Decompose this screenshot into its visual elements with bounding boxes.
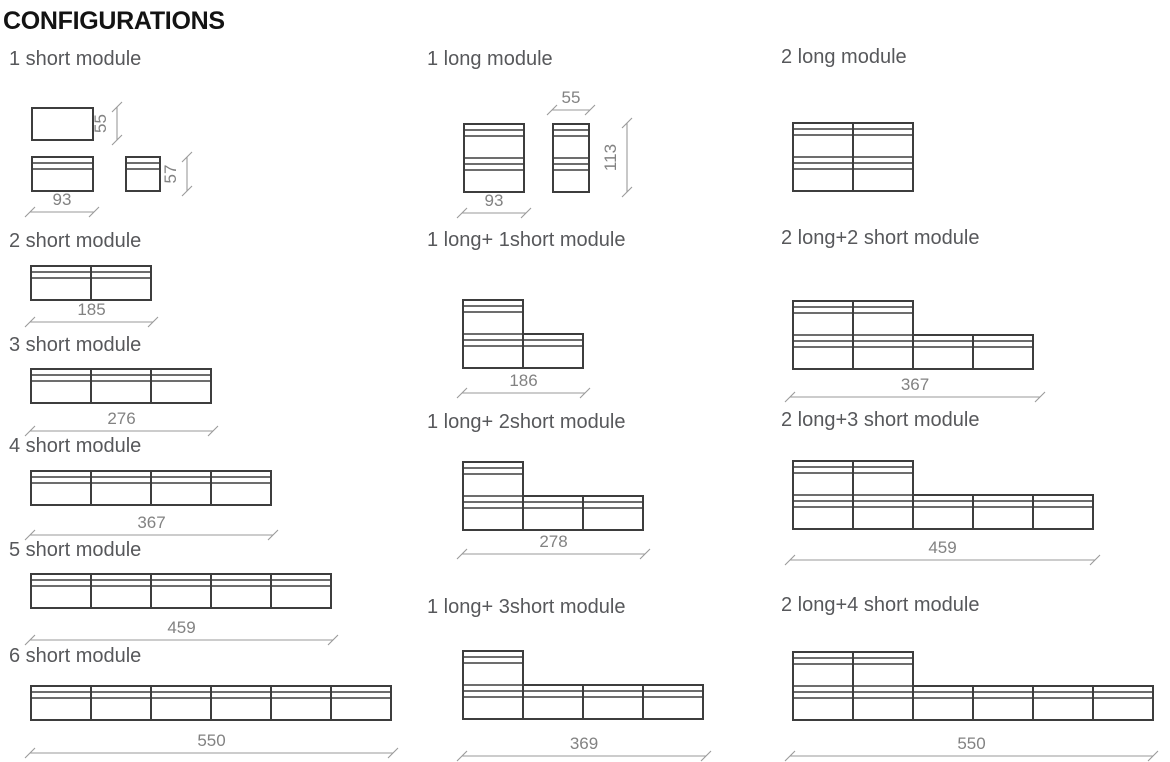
dimension-value: 186 xyxy=(509,371,538,390)
dimension-value: 93 xyxy=(52,190,72,209)
drawing-1-long-2short-module xyxy=(457,462,650,559)
section-label-2-short-module: 2 short module xyxy=(9,230,142,252)
drawing-2-long-2-short-module xyxy=(785,301,1045,402)
page-title: CONFIGURATIONS xyxy=(3,7,225,35)
dimension-value: 276 xyxy=(107,409,136,428)
dimension-value: 278 xyxy=(539,532,568,551)
section-label-1-long-1-short-module: 1 long+ 1short module xyxy=(427,229,626,251)
section-label-2-long-3-short-module: 2 long+3 short module xyxy=(781,409,980,431)
section-label-2-long-4-short-module: 2 long+4 short module xyxy=(781,594,980,616)
drawing-2-long-4-short-module xyxy=(785,652,1158,761)
section-label-1-long-3-short-module: 1 long+ 3short module xyxy=(427,596,626,618)
drawing-5-short-module xyxy=(25,574,338,645)
drawing-2-short-module xyxy=(25,266,158,327)
drawing-4-short-module xyxy=(25,471,278,540)
section-label-3-short-module: 3 short module xyxy=(9,334,142,356)
dimension-value: 57 xyxy=(161,164,180,184)
drawing-3-short-module xyxy=(25,369,218,436)
dimension-value: 369 xyxy=(569,734,599,753)
section-label-4-short-module: 4 short module xyxy=(9,435,142,457)
section-label-2-long-2-short-module: 2 long+2 short module xyxy=(781,227,980,249)
section-label-2-long-module: 2 long module xyxy=(781,46,907,68)
section-label-5-short-module: 5 short module xyxy=(9,539,142,561)
dimension-value: 459 xyxy=(928,538,957,557)
drawing-1-long-3short-module xyxy=(457,651,711,761)
drawing-1-long-1short-module xyxy=(457,300,590,398)
dimension-value: 93 xyxy=(484,191,504,210)
drawing-6-short-module xyxy=(25,686,398,758)
dimension-value: 55 xyxy=(91,114,110,133)
dimension-value: 550 xyxy=(957,734,986,753)
drawing-1-long-module xyxy=(457,88,632,218)
dimension-value: 550 xyxy=(197,731,226,750)
dimension-value: 113 xyxy=(601,143,620,172)
section-label-1-long-module: 1 long module xyxy=(427,48,553,70)
drawing-2-long-3-short-module xyxy=(785,461,1100,565)
dimension-value: 185 xyxy=(77,300,106,319)
dimension-value: 459 xyxy=(167,618,196,637)
drawing-1-short-module xyxy=(25,102,192,217)
section-label-1-long-2-short-module: 1 long+ 2short module xyxy=(427,411,626,433)
dimension-value: 55 xyxy=(561,88,581,107)
drawing-2-long-module xyxy=(793,123,913,191)
section-label-6-short-module: 6 short module xyxy=(9,645,142,667)
dimension-value: 367 xyxy=(137,513,166,532)
dimension-value: 367 xyxy=(900,375,930,394)
section-label-1-short-module: 1 short module xyxy=(9,48,142,70)
